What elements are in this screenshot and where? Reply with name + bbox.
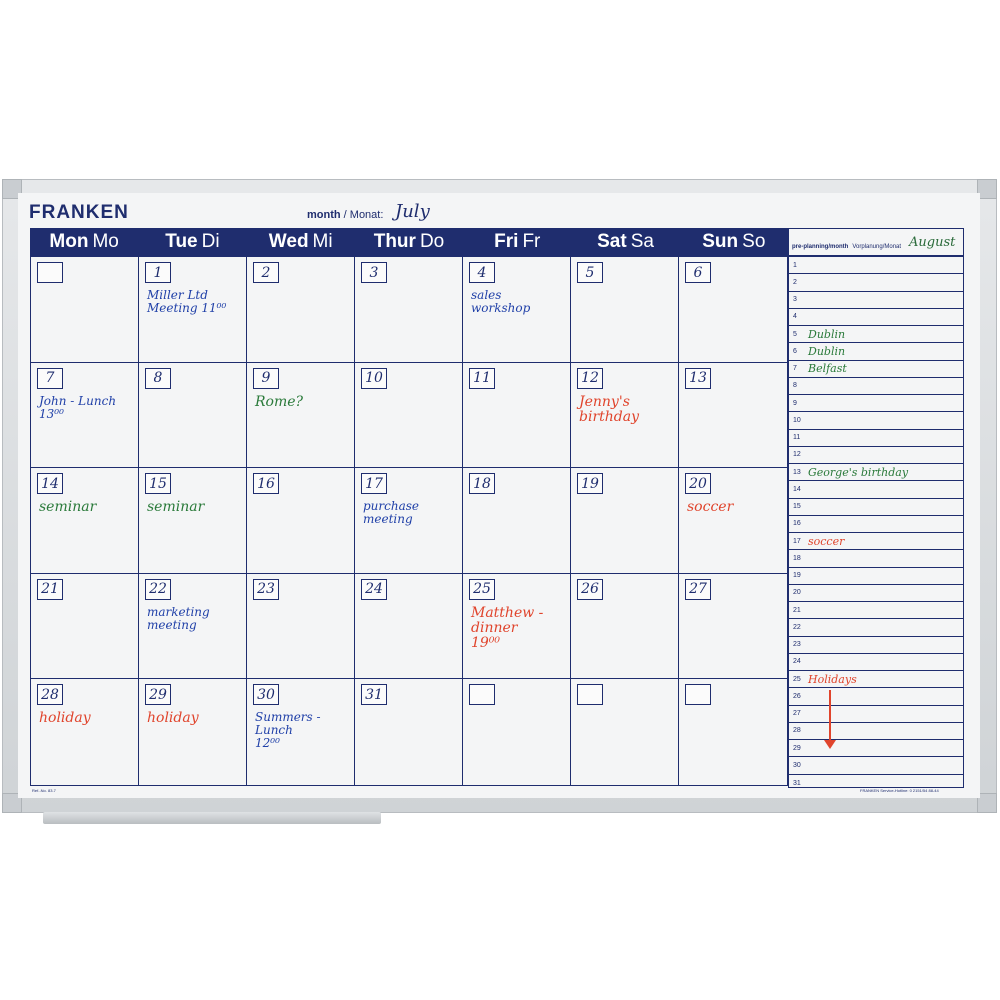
weekday-sun — [680, 228, 788, 256]
preplanning-row-note: Dublin — [808, 327, 846, 341]
preplanning-row-number: 22 — [793, 623, 801, 631]
preplanning-row-number: 6 — [793, 347, 797, 355]
day-cell[interactable] — [355, 363, 463, 469]
day-number-box: 14 — [37, 473, 63, 494]
day-cell[interactable] — [139, 363, 247, 469]
ref-number: Ref.-No. 83.7 — [32, 788, 56, 793]
preplanning-row-number: 25 — [793, 675, 801, 683]
day-number-box: 22 — [145, 579, 171, 600]
day-cell[interactable] — [139, 257, 247, 363]
hotline-text: FRANKEN Service-Hotline: 0 2151/54 88-44 — [860, 788, 939, 793]
day-cell[interactable] — [571, 363, 679, 469]
preplanning-row[interactable] — [789, 654, 963, 671]
day-cell[interactable] — [463, 679, 571, 785]
preplanning-row[interactable] — [789, 602, 963, 619]
preplanning-row[interactable] — [789, 395, 963, 412]
day-cell[interactable] — [31, 363, 139, 469]
day-number-box — [469, 684, 495, 705]
preplanning-row[interactable] — [789, 412, 963, 429]
day-cell[interactable] — [355, 679, 463, 785]
frame-corner-top-right — [977, 179, 997, 199]
day-cell[interactable] — [679, 679, 787, 785]
day-number-box: 5 — [577, 262, 603, 283]
preplanning-row-number: 11 — [793, 434, 801, 442]
weekday-en: Sun — [702, 231, 739, 252]
day-number-box: 29 — [145, 684, 171, 705]
day-number-box: 19 — [577, 473, 603, 494]
preplanning-row[interactable] — [789, 430, 963, 447]
day-cell[interactable] — [571, 468, 679, 574]
day-number-box: 4 — [469, 262, 495, 283]
preplanning-row-note: Belfast — [808, 362, 847, 376]
day-number-box: 3 — [361, 262, 387, 283]
day-cell[interactable] — [463, 257, 571, 363]
preplanning-row[interactable] — [789, 550, 963, 567]
preplanning-row[interactable] — [789, 706, 963, 723]
preplanning-row-number: 16 — [793, 520, 801, 528]
day-note: sales workshop — [471, 288, 531, 315]
preplanning-panel — [788, 228, 964, 788]
preplanning-row[interactable] — [789, 499, 963, 516]
day-number-box: 10 — [361, 368, 387, 389]
day-note: soccer — [687, 499, 734, 516]
day-number-box: 15 — [145, 473, 171, 494]
preplanning-row-number: 28 — [793, 727, 801, 735]
day-number-box: 8 — [145, 368, 171, 389]
preplanning-row-number: 18 — [793, 554, 801, 562]
preplanning-row-number: 24 — [793, 658, 801, 666]
preplanning-row-number: 12 — [793, 451, 801, 459]
day-cell[interactable] — [355, 574, 463, 680]
day-cell[interactable] — [571, 679, 679, 785]
holiday-arrow-head — [824, 740, 836, 749]
preplanning-row-number: 4 — [793, 313, 797, 321]
preplanning-row[interactable] — [789, 688, 963, 705]
preplanning-month-value: August — [909, 235, 956, 250]
day-number-box — [37, 262, 63, 283]
preplanning-row-number: 7 — [793, 365, 797, 373]
preplanning-label-de: Vorplanung/Monat — [852, 244, 902, 250]
day-cell[interactable] — [679, 363, 787, 469]
month-label-en: month — [307, 209, 341, 221]
preplanning-row-number: 3 — [793, 296, 797, 304]
preplanning-row[interactable] — [789, 343, 963, 360]
preplanning-row-note: George's birthday — [808, 465, 909, 479]
day-cell[interactable] — [139, 574, 247, 680]
day-number-box: 25 — [469, 579, 495, 600]
day-note: Miller Ltd Meeting 11⁰⁰ — [147, 288, 227, 315]
day-cell[interactable] — [463, 468, 571, 574]
day-number-box: 17 — [361, 473, 387, 494]
preplanning-row[interactable] — [789, 533, 963, 550]
day-number-box: 21 — [37, 579, 63, 600]
day-note: marketing meeting — [147, 604, 210, 632]
day-number-box: 6 — [685, 262, 711, 283]
preplanning-row[interactable] — [789, 309, 963, 326]
day-number-box: 11 — [469, 368, 495, 389]
preplanning-row[interactable] — [789, 378, 963, 395]
marker-tray — [43, 812, 381, 824]
preplanning-row-number: 31 — [793, 779, 801, 787]
day-note: holiday — [147, 710, 199, 727]
day-number-box: 24 — [361, 579, 387, 600]
preplanning-row[interactable] — [789, 361, 963, 378]
day-number-box: 20 — [685, 473, 711, 494]
preplanning-row-number: 26 — [793, 692, 801, 700]
day-cell[interactable] — [571, 574, 679, 680]
preplanning-row-number: 30 — [793, 761, 801, 769]
preplanning-row-number: 10 — [793, 416, 801, 424]
day-cell[interactable] — [679, 574, 787, 680]
preplanning-row-number: 21 — [793, 606, 801, 614]
weekday-en: Mon — [49, 231, 89, 252]
preplanning-row[interactable] — [789, 757, 963, 774]
weekday-en: Sat — [597, 231, 627, 252]
preplanning-row[interactable] — [789, 447, 963, 464]
preplanning-row[interactable] — [789, 481, 963, 498]
day-number-box: 9 — [253, 368, 279, 389]
day-note: Rome? — [255, 393, 304, 410]
day-cell[interactable] — [31, 679, 139, 785]
preplanning-row-number: 29 — [793, 744, 801, 752]
weekday-de: Fr — [522, 231, 541, 252]
day-number-box: 18 — [469, 473, 495, 494]
preplanning-row-number: 27 — [793, 710, 801, 718]
day-number-box: 28 — [37, 684, 63, 705]
weekday-fri — [463, 228, 571, 256]
preplanning-row[interactable] — [789, 740, 963, 757]
brand-logo: FRANKEN — [29, 202, 129, 223]
preplanning-header — [789, 229, 963, 257]
weekday-header — [30, 228, 788, 256]
day-cell[interactable] — [463, 363, 571, 469]
day-number-box: 7 — [37, 368, 63, 389]
weekday-de: Di — [201, 231, 220, 252]
weekday-en: Wed — [268, 231, 309, 252]
day-cell[interactable] — [31, 468, 139, 574]
preplanning-row-number: 2 — [793, 278, 797, 286]
day-number-box: 16 — [253, 473, 279, 494]
preplanning-row[interactable] — [789, 723, 963, 740]
calendar-grid — [30, 256, 788, 786]
preplanning-rows — [789, 257, 963, 792]
weekday-en: Thur — [373, 231, 416, 252]
day-number-box: 1 — [145, 262, 171, 283]
day-number-box: 12 — [577, 368, 603, 389]
weekday-de: Sa — [630, 231, 654, 252]
day-note: purchase meeting — [363, 499, 420, 527]
preplanning-row[interactable] — [789, 292, 963, 309]
day-cell[interactable] — [355, 257, 463, 363]
day-number-box: 2 — [253, 262, 279, 283]
day-cell[interactable] — [31, 257, 139, 363]
preplanning-row-note: soccer — [808, 534, 845, 548]
day-note: Matthew - dinner 19⁰⁰ — [471, 604, 544, 651]
preplanning-row-note: Holidays — [808, 672, 857, 686]
month-label — [307, 209, 383, 221]
preplanning-row-number: 15 — [793, 503, 801, 511]
month-label-sep: / — [340, 209, 350, 221]
weekday-de: Mo — [92, 231, 119, 252]
day-cell[interactable] — [247, 574, 355, 680]
day-number-box: 30 — [253, 684, 279, 705]
preplanning-row-note: Dublin — [808, 344, 846, 358]
day-note: seminar — [39, 499, 97, 516]
weekday-mon — [30, 228, 138, 256]
weekday-tue — [138, 228, 246, 256]
preplanning-row[interactable] — [789, 671, 963, 688]
preplanning-row-number: 13 — [793, 468, 801, 476]
preplanning-row-number: 17 — [793, 537, 801, 545]
day-number-box: 31 — [361, 684, 387, 705]
day-cell[interactable] — [31, 574, 139, 680]
day-cell[interactable] — [247, 679, 355, 785]
day-cell[interactable] — [247, 363, 355, 469]
weekday-thur — [355, 228, 463, 256]
day-cell[interactable] — [247, 257, 355, 363]
preplanning-row[interactable] — [789, 516, 963, 533]
day-cell[interactable] — [679, 257, 787, 363]
day-note: holiday — [39, 710, 91, 727]
preplanning-row-number: 9 — [793, 399, 797, 407]
preplanning-row[interactable] — [789, 274, 963, 291]
preplanning-label-en: pre-planning/month — [792, 244, 849, 250]
day-number-box — [685, 684, 711, 705]
day-cell[interactable] — [463, 574, 571, 680]
day-cell[interactable] — [355, 468, 463, 574]
preplanning-row-number: 20 — [793, 589, 801, 597]
day-note: Summers - Lunch 12⁰⁰ — [255, 710, 321, 751]
day-cell[interactable] — [139, 468, 247, 574]
preplanning-row[interactable] — [789, 464, 963, 481]
preplanning-row[interactable] — [789, 619, 963, 636]
preplanning-row-number: 5 — [793, 330, 797, 338]
month-label-de: Monat: — [349, 209, 384, 221]
day-note: Jenny's birthday — [579, 393, 639, 425]
preplanning-row-number: 23 — [793, 641, 801, 649]
weekday-de: Mi — [312, 231, 333, 252]
day-note: John - Lunch 13⁰⁰ — [39, 393, 117, 421]
preplanning-row[interactable] — [789, 585, 963, 602]
preplanning-row-number: 14 — [793, 485, 801, 493]
weekday-en: Tue — [165, 231, 198, 252]
day-number-box: 23 — [253, 579, 279, 600]
day-note: seminar — [147, 499, 205, 516]
day-number-box: 13 — [685, 368, 711, 389]
day-number-box — [577, 684, 603, 705]
preplanning-row[interactable] — [789, 326, 963, 343]
preplanning-row-number: 1 — [793, 261, 797, 269]
day-number-box: 26 — [577, 579, 603, 600]
day-number-box: 27 — [685, 579, 711, 600]
weekday-sat — [571, 228, 679, 256]
preplanning-row-number: 8 — [793, 382, 797, 390]
day-cell[interactable] — [247, 468, 355, 574]
day-cell[interactable] — [139, 679, 247, 785]
day-cell[interactable] — [571, 257, 679, 363]
weekday-en: Fri — [494, 231, 519, 252]
weekday-wed — [247, 228, 355, 256]
day-cell[interactable] — [679, 468, 787, 574]
weekday-de: So — [742, 231, 766, 252]
preplanning-row[interactable] — [789, 257, 963, 274]
month-value: July — [395, 201, 430, 222]
holiday-arrow-line — [829, 690, 831, 742]
preplanning-row[interactable] — [789, 637, 963, 654]
preplanning-row-number: 19 — [793, 572, 801, 580]
frame-corner-bottom-right — [977, 793, 997, 813]
weekday-de: Do — [419, 231, 445, 252]
preplanning-row[interactable] — [789, 568, 963, 585]
